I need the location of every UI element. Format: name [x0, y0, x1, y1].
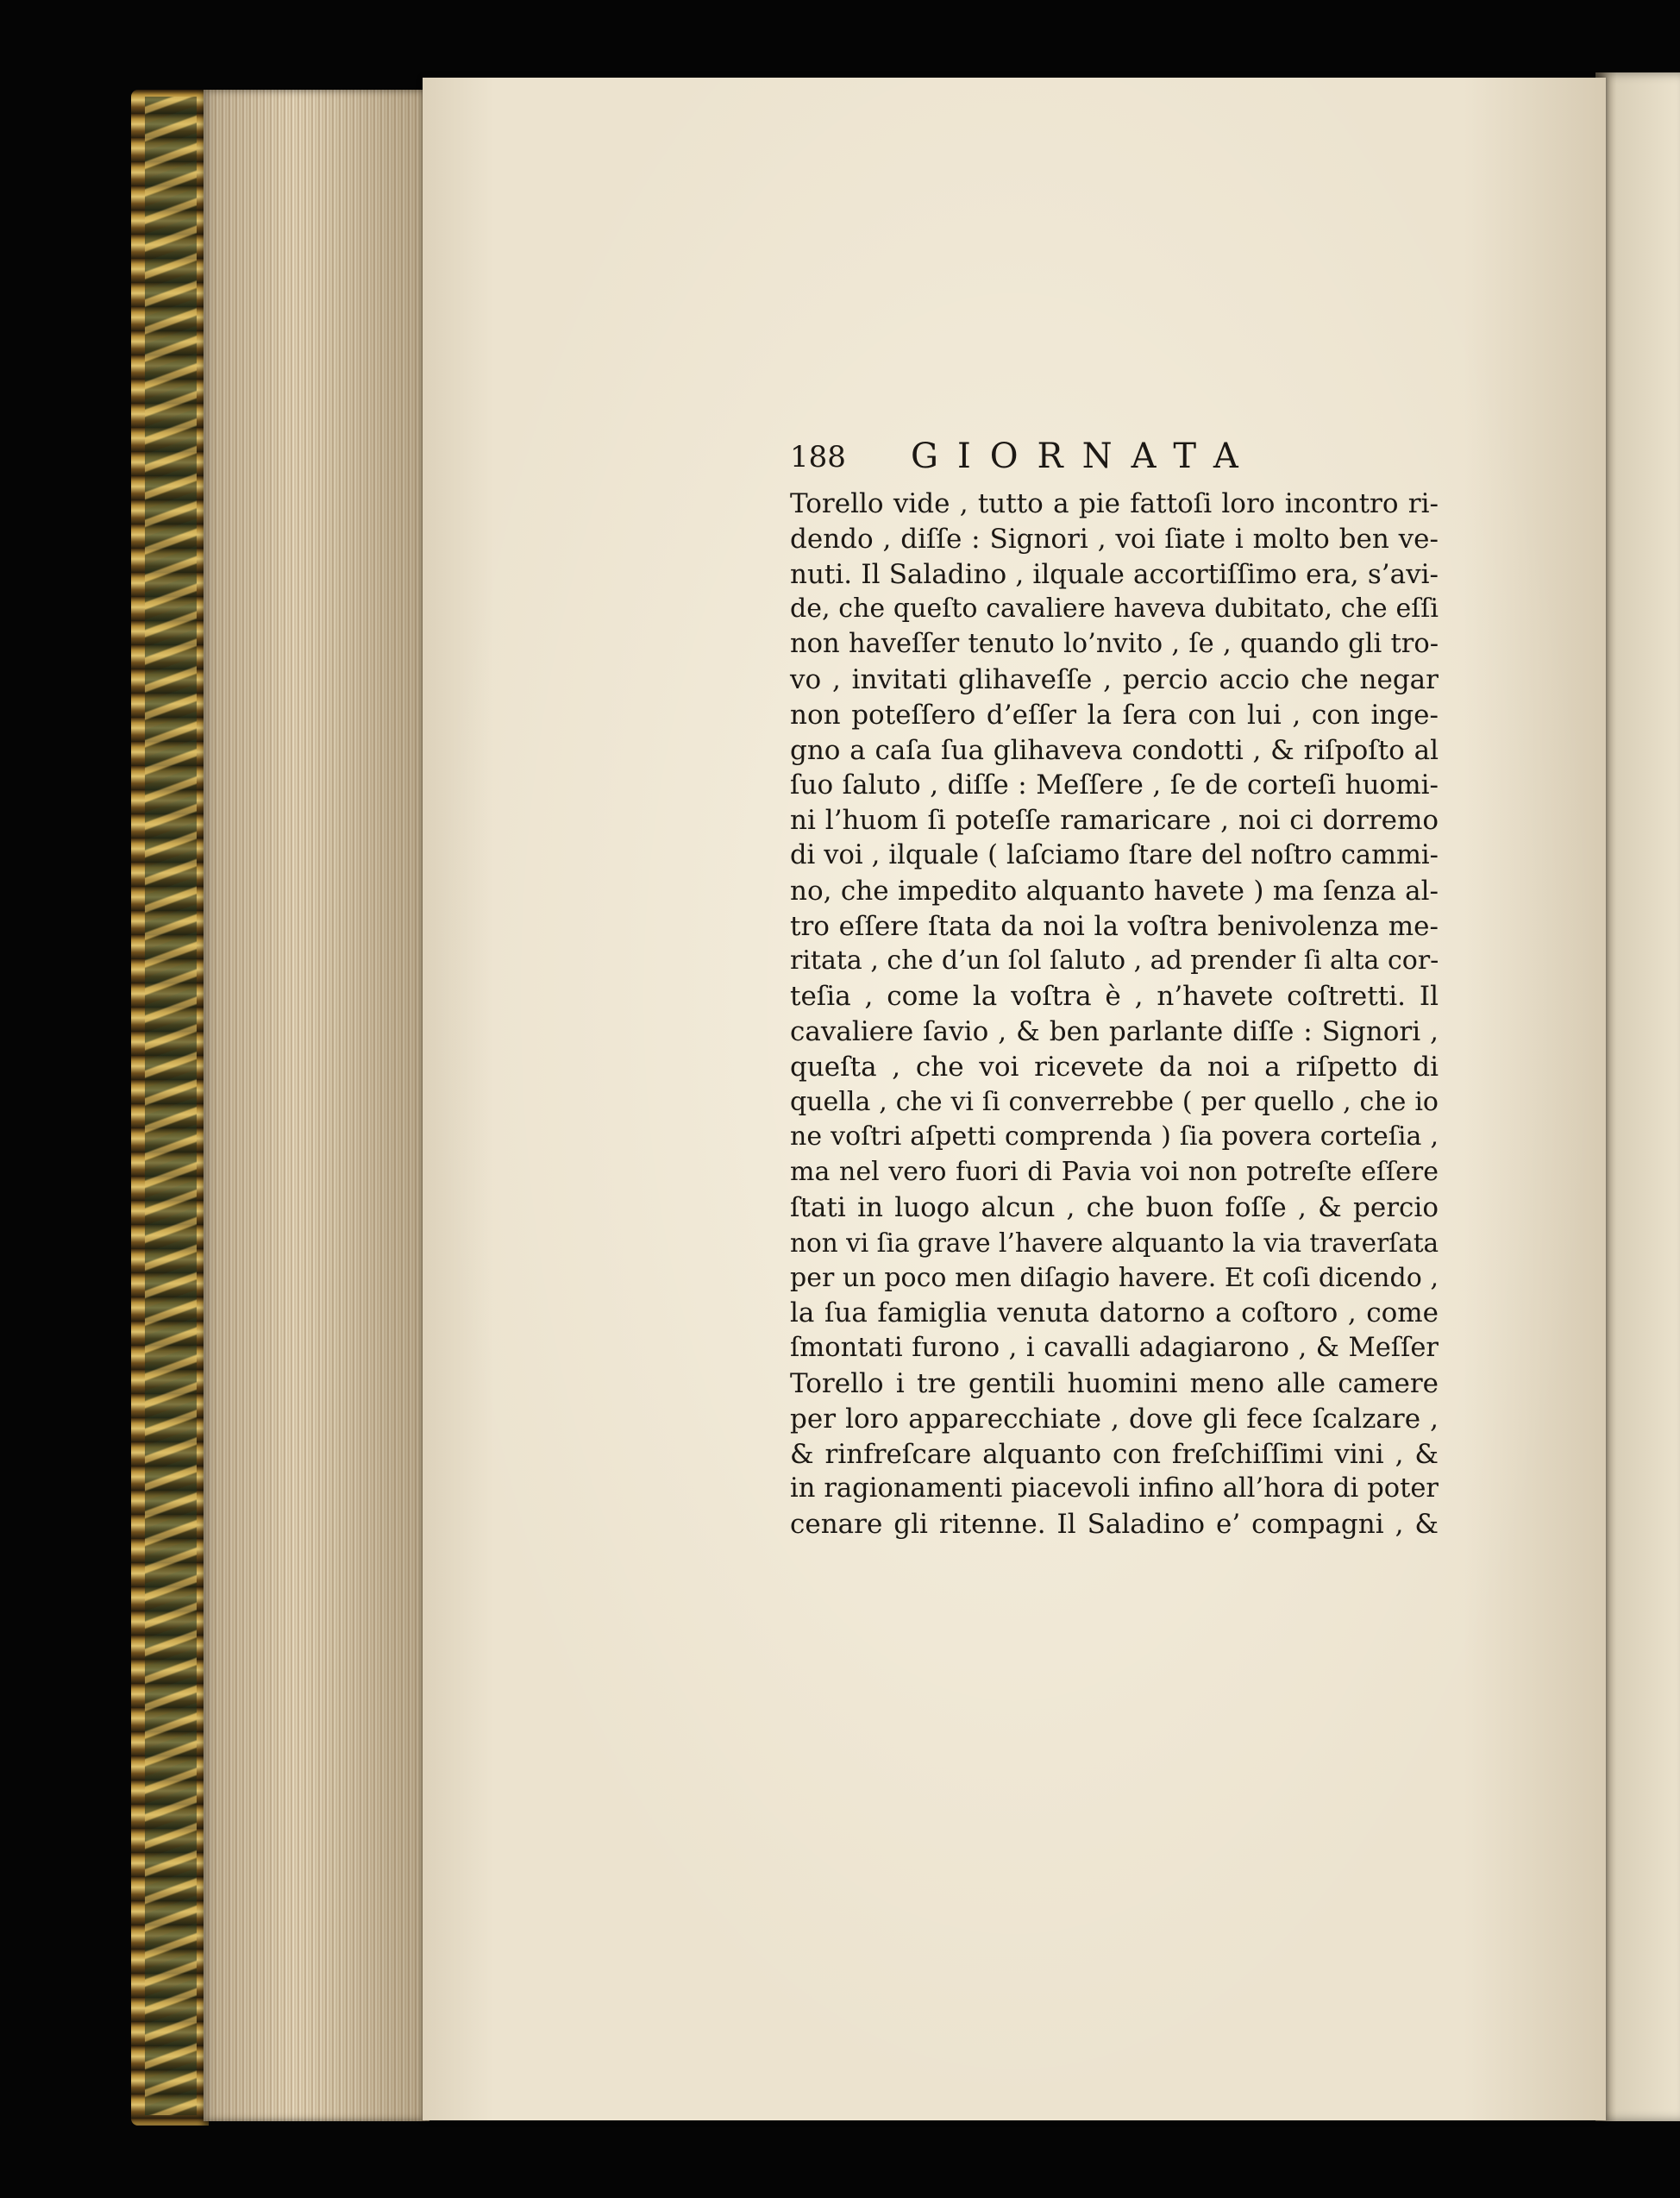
text-line: queſta , che voi ricevete da noi a riſpetto di	[790, 1051, 1439, 1083]
text-line: ni l’huom ſi poteſſe ramaricare , noi ci dorremo	[790, 805, 1439, 837]
text-line: ſtati in luogo alcun , che buon foſſe , & percio	[790, 1191, 1439, 1223]
facing-page-edge	[1595, 72, 1680, 2121]
text-line: quella , che vi ſi converrebbe ( per quello , che io	[790, 1086, 1439, 1117]
text-line: ne voſtri aſpetti comprenda ) ſia povera corteſia ,	[790, 1121, 1439, 1152]
text-line: di voi , ilquale ( laſciamo ſtare del noſtro cammi-	[790, 839, 1439, 870]
text-line: Torello i tre gentili huomini meno alle camere	[790, 1367, 1439, 1399]
text-line: vo , invitati glihaveſſe , percio accio che negar	[790, 663, 1439, 695]
page-header	[790, 436, 1439, 485]
text-line: nuti. Il Saladino , ilquale accortiſſimo era, s’avi-	[790, 558, 1439, 590]
text-line: cenare gli ritenne. Il Saladino e’ compagni , &	[790, 1509, 1439, 1541]
text-line: per un poco men diſagio havere. Et coſi dicendo ,	[790, 1262, 1439, 1293]
text-block	[790, 436, 1439, 1541]
text-line: la ſua famiglia venuta datorno a coſtoro , come	[790, 1297, 1439, 1329]
text-line: non haveſſer tenuto lo’nvito , ſe , quando gli tro-	[790, 629, 1439, 660]
running-head: GIORNATA	[911, 436, 1257, 476]
text-line: ritata , che d’un ſol ſaluto , ad prender ſi alta cor-	[790, 945, 1439, 977]
text-line: ma nel vero fuori di Pavia voi non potreſte eſſere	[790, 1157, 1439, 1188]
text-line: per loro apparecchiate , dove gli fece ſcalzare ,	[790, 1403, 1439, 1435]
text-line: Torello vide , tutto a pie fattoſi loro incontro ri-	[790, 488, 1439, 519]
text-line: tro eſſere ſtata da noi la voſtra benivolenza me-	[790, 910, 1439, 942]
text-line: dendo , diſſe : Signori , voi ſiate i molto ben ve-	[790, 523, 1439, 555]
text-line: teſia , come la voſtra è , n’havete coſtretti. Il	[790, 981, 1439, 1013]
text-line: gno a caſa ſua glihaveva condotti , & riſpoſto al	[790, 734, 1439, 766]
text-line: de, che queſto cavaliere haveva dubitato, che eſſi	[790, 593, 1439, 625]
text-line: & rinfreſcare alquanto con freſchiſſimi vini , &	[790, 1438, 1439, 1470]
text-line: cavaliere ſavio , & ben parlante diſſe : Signori ,	[790, 1015, 1439, 1047]
text-line: ſuo ſaluto , diſſe : Meſſere , ſe de corteſi huomi-	[790, 769, 1439, 801]
text-line: in ragionamenti piacevoli infino all’hora di poter	[790, 1473, 1439, 1504]
page-edges-shade	[204, 90, 429, 2121]
text-line: no, che impedito alquanto havete ) ma ſenza al-	[790, 875, 1439, 907]
text-line: non vi ſia grave l’havere alquanto la via traverſata	[790, 1228, 1439, 1258]
page-number: 188	[790, 440, 846, 474]
body-text	[790, 487, 1439, 1542]
text-line: ſmontati furono , i cavalli adagiarono , & Meſſer	[790, 1333, 1439, 1364]
spine-ornament	[145, 97, 197, 2115]
text-line: non poteſſero d’eſſer la ſera con lui , con inge-	[790, 699, 1439, 731]
